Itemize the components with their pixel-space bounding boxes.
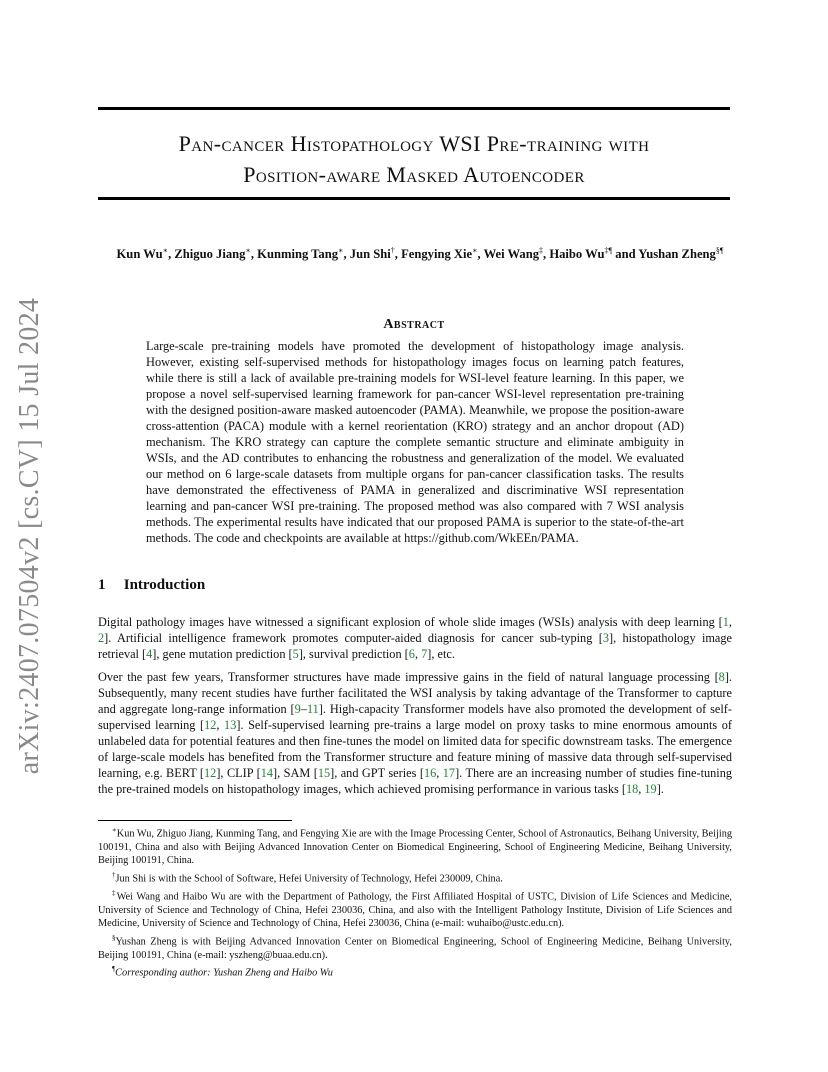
footnote-rule [98,820,292,821]
footnote-mark: ∗ [112,826,117,834]
section-title: Introduction [123,577,206,593]
section-heading [98,577,205,594]
author-affiliation-mark: §¶ [715,246,724,255]
citation-link[interactable]: 12 [204,766,217,780]
footnote [98,824,732,868]
citation-link[interactable]: 2 [98,631,105,645]
author-list: Kun Wu∗, Zhiguo Jiang∗, Kunming Tang∗, Jun Shi†, Fengying Xie∗, Wei Wang‡, Haibo Wu‡¶ and Yushan Zheng§¶ [116,246,724,262]
footnote [98,963,732,980]
abstract-text: Large-scale pre-training models have promoted the development of histopathology image analysis. However, existing self-supervised methods for histopathology images focus on learning patch features, while there is still a lack of available pre-training models for WSI-level feature learning. In this paper, we propose a novel self-supervised learning framework for pan-cancer WSI-level representation pre-training with the designed position-aware masked autoencoder (PAMA). Meanwhile, we propose the position-aware cross-attention (PACA) module with a kernel reorientation (KRO) strategy and an anchor dropout (AD) mechanism. The KRO strategy can capture the complete semantic structure and eliminate ambiguity in WSIs, and the AD contributes to enhancing the robustness and generalization of the model. We evaluated our method on 6 large-scale datasets from multiple organs for pan-cancer classification tasks. The results have demonstrated the effectiveness of PAMA in generalized and discriminative WSI representation learning and pan-cancer WSI pre-training. The proposed method was also compared with 7 WSI analysis methods. The experimental results have indicated that our proposed PAMA is superior to the state-of-the-art methods. The code and checkpoints are available at https://github.com/WkEEn/PAMA. [146,339,684,545]
intro-paragraph-2: Over the past few years, Transformer structures have made impressive gains in the field of natural language processing [8]. Subsequently, many recent studies have further facilitated the WSI analysis by taking advantage of the Transformer to capture and aggregate long-range information [9–11]. High-capacity Transformer models have also promoted the development of self-supervised learning [12, 13]. Self-supervised learning pre-trains a large model on proxy tasks to mine enormous amounts of unlabeled data for potential features and then fine-tunes the model on limited data for specific downstream tasks. The emergence of large-scale models has benefited from the Transformer structure and feature mining of massive data through self-supervised learning, e.g. BERT [12], CLIP [14], SAM [15], and GPT series [16, 17]. There are an increasing number of studies fine-tuning the pre-trained models on histopathology images, which achieved promising performance in various tasks [18, 19]. [98,670,733,796]
title-rule-top [98,107,730,110]
footnote [98,932,732,962]
citation-link[interactable]: 11 [306,702,319,716]
author-name: Fengying Xie [401,247,473,262]
citation-link[interactable]: 9 [294,702,301,716]
author-affiliation-mark: ‡¶ [604,246,613,255]
author-name: Jun Shi [349,247,391,262]
citation-link[interactable]: 7 [421,647,428,661]
arxiv-watermark [0,0,60,1072]
footnote [98,887,732,931]
author-name: Wei Wang [483,247,539,262]
author-affiliation-mark: ‡ [539,246,543,255]
author-affiliation-mark: † [390,246,395,255]
footnote-text: Corresponding author: Yushan Zheng and Haibo Wu [115,967,333,979]
title-line-1: Pan-cancer Histopathology WSI Pre-training with [178,131,650,156]
author-affiliation-mark: ∗ [472,246,478,255]
author-affiliation-mark: ∗ [245,246,251,255]
citation-link[interactable]: 1 [722,615,729,629]
introduction-body [98,614,732,804]
author-name: Kun Wu [116,247,163,262]
citation-link[interactable]: 14 [260,766,273,780]
citation-link[interactable]: 12 [204,718,217,732]
footnote-mark: ¶ [112,965,116,974]
title-line-2: Position-aware Masked Autoencoder [243,162,585,187]
footnote-mark: ‡ [112,888,117,897]
footnote-text: Yushan Zheng is with Beijing Advanced Innovation Center on Biomedical Engineering, School of Engineering Medicine, Beihang University, Beijing 100191, China (e-mail: yszheng@buaa.edu.cn). [98,936,732,961]
citation-link[interactable]: 3 [602,631,609,645]
footnotes [98,824,732,981]
footnote-text: Jun Shi is with the School of Software, Hefei University of Technology, Hefei 230009, China. [115,873,503,885]
citation-link[interactable]: 8 [718,670,725,684]
citation-link[interactable]: 17 [442,766,456,780]
citation-link[interactable]: 16 [423,766,437,780]
footnote-mark: § [112,933,116,942]
footnote-text: Wei Wang and Haibo Wu are with the Department of Pathology, the First Affiliated Hospital of USTC, Division of Life Sciences and Medicine, University of Science and Technology of China, Hefei 230036, China, and also with the Intelligent Pathology Institute, Division of Life Sciences and Medicine, University of Science and Technology of China, Hefei 230036, China (e-mail: wuhaibo@ustc.edu.cn). [98,891,732,930]
footnote-text: Kun Wu, Zhiguo Jiang, Kunming Tang, and Fengying Xie are with the Image Processing Center, School of Astronautics, Beihang University, Beijing 100191, China and also with Beijing Advanced Innovation Center on Biomedical Engineering, School of Engineering Medicine, Beihang University, Beijing 100191, China. [98,828,732,867]
abstract-heading: Abstract [383,317,445,332]
author-name: Kunming Tang [257,247,339,262]
citation-link[interactable]: 4 [146,647,153,661]
citation-link[interactable]: 18 [625,782,639,796]
intro-paragraph-1: Digital pathology images have witnessed a significant explosion of whole slide images (WSIs) analysis with deep learning [1, 2]. Artificial intelligence framework promotes computer-aided diagnosis for cancer sub-typing [3], histopathology image retrieval [4], gene mutation prediction [5], survival prediction [6, 7], etc. [98,615,732,661]
authors-and: and [612,247,639,262]
citation-link[interactable]: 5 [292,647,299,661]
abstract-body [146,338,684,546]
author-affiliation-mark: ∗ [338,246,344,255]
citation-link[interactable]: 13 [224,718,237,732]
citation-link[interactable]: 6 [408,647,415,661]
author-name: Yushan Zheng [638,247,716,262]
paper-title [98,128,730,190]
citation-link[interactable]: 15 [317,766,331,780]
arxiv-id: arXiv:2407.07504v2 [cs.CV] 15 Jul 2024 [14,297,46,775]
footnote-mark: † [112,870,116,879]
title-rule-bottom [98,197,730,200]
citation-link[interactable]: 19 [644,782,657,796]
author-name: Haibo Wu [549,247,605,262]
author-name: Zhiguo Jiang [174,247,246,262]
author-affiliation-mark: ∗ [162,246,169,255]
section-number: 1 [98,577,106,593]
footnote [98,869,732,886]
